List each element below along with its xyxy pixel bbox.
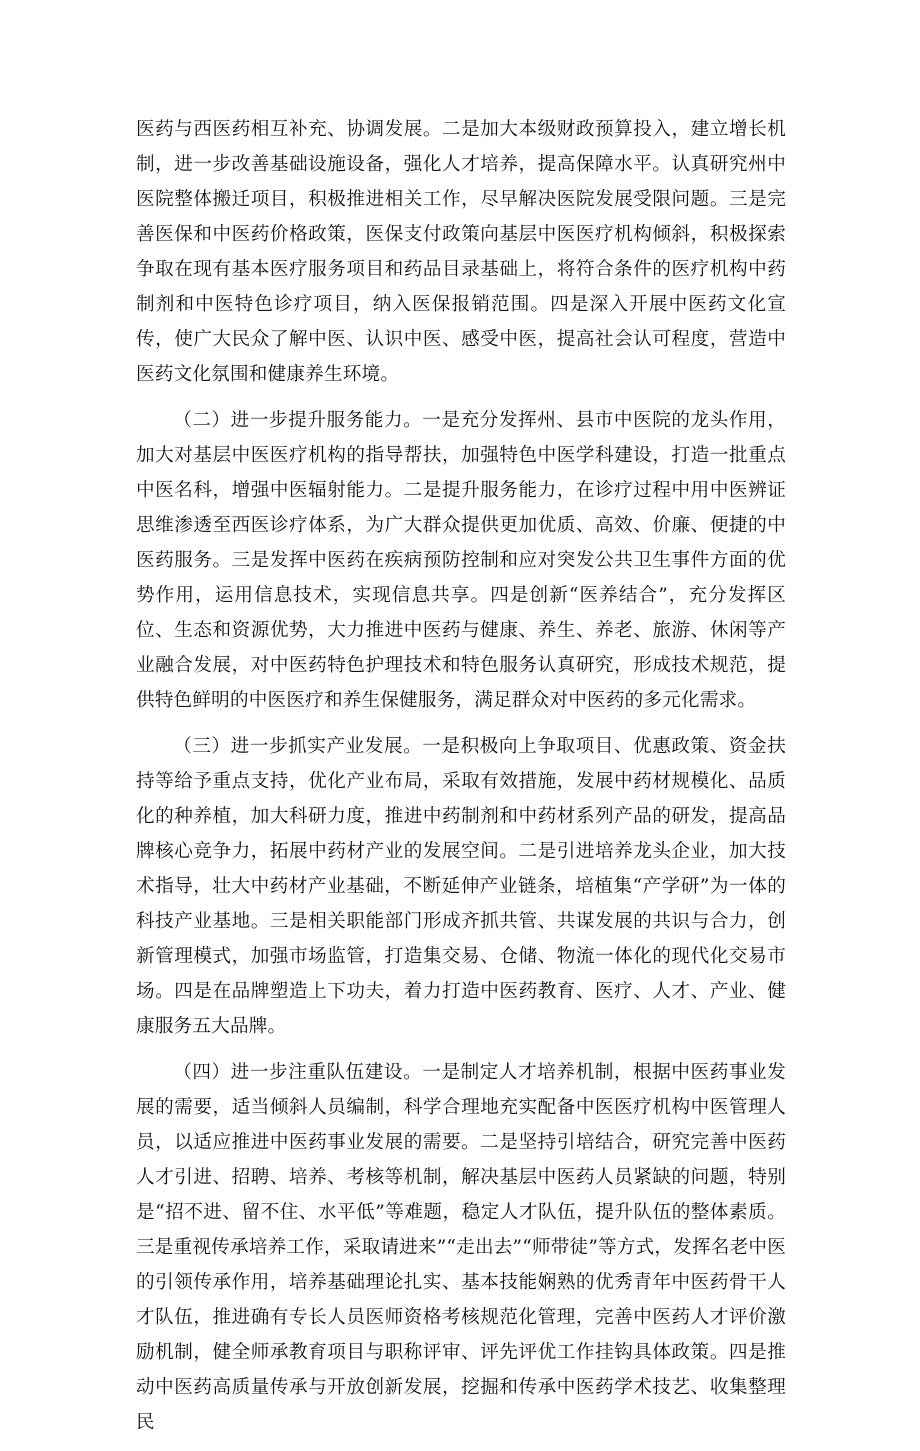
paragraph-continuation: 医药与西医药相互补充、协调发展。二是加大本级财政预算投入，建立增长机制，进一步改善基础设施设备，强化人才培养，提高保障水平。认真研究州中医院整体搬迁项目，积极推进相关工作，尽早解决医院发展受限问题。三是完善医保和中医药价格政策，医保支付政策向基层中医医疗机构倾斜，积极探索争取在现有基本医疗服务项目和药品目录基础上，将符合条件的医疗机构中药制剂和中医特色诊疗项目，纳入医保报销范围。四是深入开展中医药文化宣传，使广大民众了解中医、认识中医、感受中医，提高社会认可程度，营造中医药文化氛围和健康养生环境。: [136, 119, 786, 385]
paragraph-team-building: （四）进一步注重队伍建设。一是制定人才培养机制，根据中医药事业发展的需要，适当倾斜人员编制，科学合理地充实配备中医医疗机构中医管理人员，以适应推进中医药事业发展的需要。二是坚持引培结合，研究完善中医药人才引进、招聘、培养、考核等机制，解决基层中医药人员紧缺的问题，特别是“招不进、留不住、水平低”等难题，稳定人才队伍，提升队伍的整体素质。三是重视传承培养工作，采取请进来”“走出去”“师带徒”等方式，发挥名老中医的引领传承作用，培养基础理论扎实、基本技能娴熟的优秀青年中医药骨干人才队伍，推进确有专长人员医师资格考核规范化管理，完善中医药人才评价激励机制，健全师承教育项目与职称评审、评先评优工作挂钩具体政策。四是推动中医药高质量传承与开放创新发展，挖掘和传承中医药学术技艺、收集整理民: [136, 1062, 786, 1433]
paragraph-service-capacity: （二）进一步提升服务能力。一是充分发挥州、县市中医院的龙头作用，加大对基层中医医疗机构的指导帮扶，加强特色中医学科建设，打造一批重点中医名科，增强中医辐射能力。二是提升服务能力，在诊疗过程中用中医辨证思维渗透至西医诊疗体系，为广大群众提供更加优质、高效、价廉、便捷的中医药服务。三是发挥中医药在疾病预防控制和应对突发公共卫生事件方面的优势作用，运用信息技术，实现信息共享。四是创新“医养结合”，充分发挥区位、生态和资源优势，大力推进中医药与健康、养生、养老、旅游、休闲等产业融合发展，对中医药特色护理技术和特色服务认真研究，形成技术规范，提供特色鲜明的中医医疗和养生保健服务，满足群众对中医药的多元化需求。: [136, 410, 786, 711]
document-body: [136, 112, 786, 1451]
paragraph-industry-development: （三）进一步抓实产业发展。一是积极向上争取项目、优惠政策、资金扶持等给予重点支持，优化产业布局，采取有效措施，发展中药材规模化、品质化的种养植，加大科研力度，推进中药制剂和中药材系列产品的研发，提高品牌核心竞争力，拓展中药材产业的发展空间。二是引进培养龙头企业，加大技术指导，壮大中药材产业基础，不断延伸产业链条，培植集“产学研”为一体的科技产业基地。三是相关职能部门形成齐抓共管、共谋发展的共识与合力，创新管理模式，加强市场监管，打造集交易、仓储、物流一体化的现代化交易市场。四是在品牌塑造上下功夫，着力打造中医药教育、医疗、人才、产业、健康服务五大品牌。: [136, 736, 786, 1037]
